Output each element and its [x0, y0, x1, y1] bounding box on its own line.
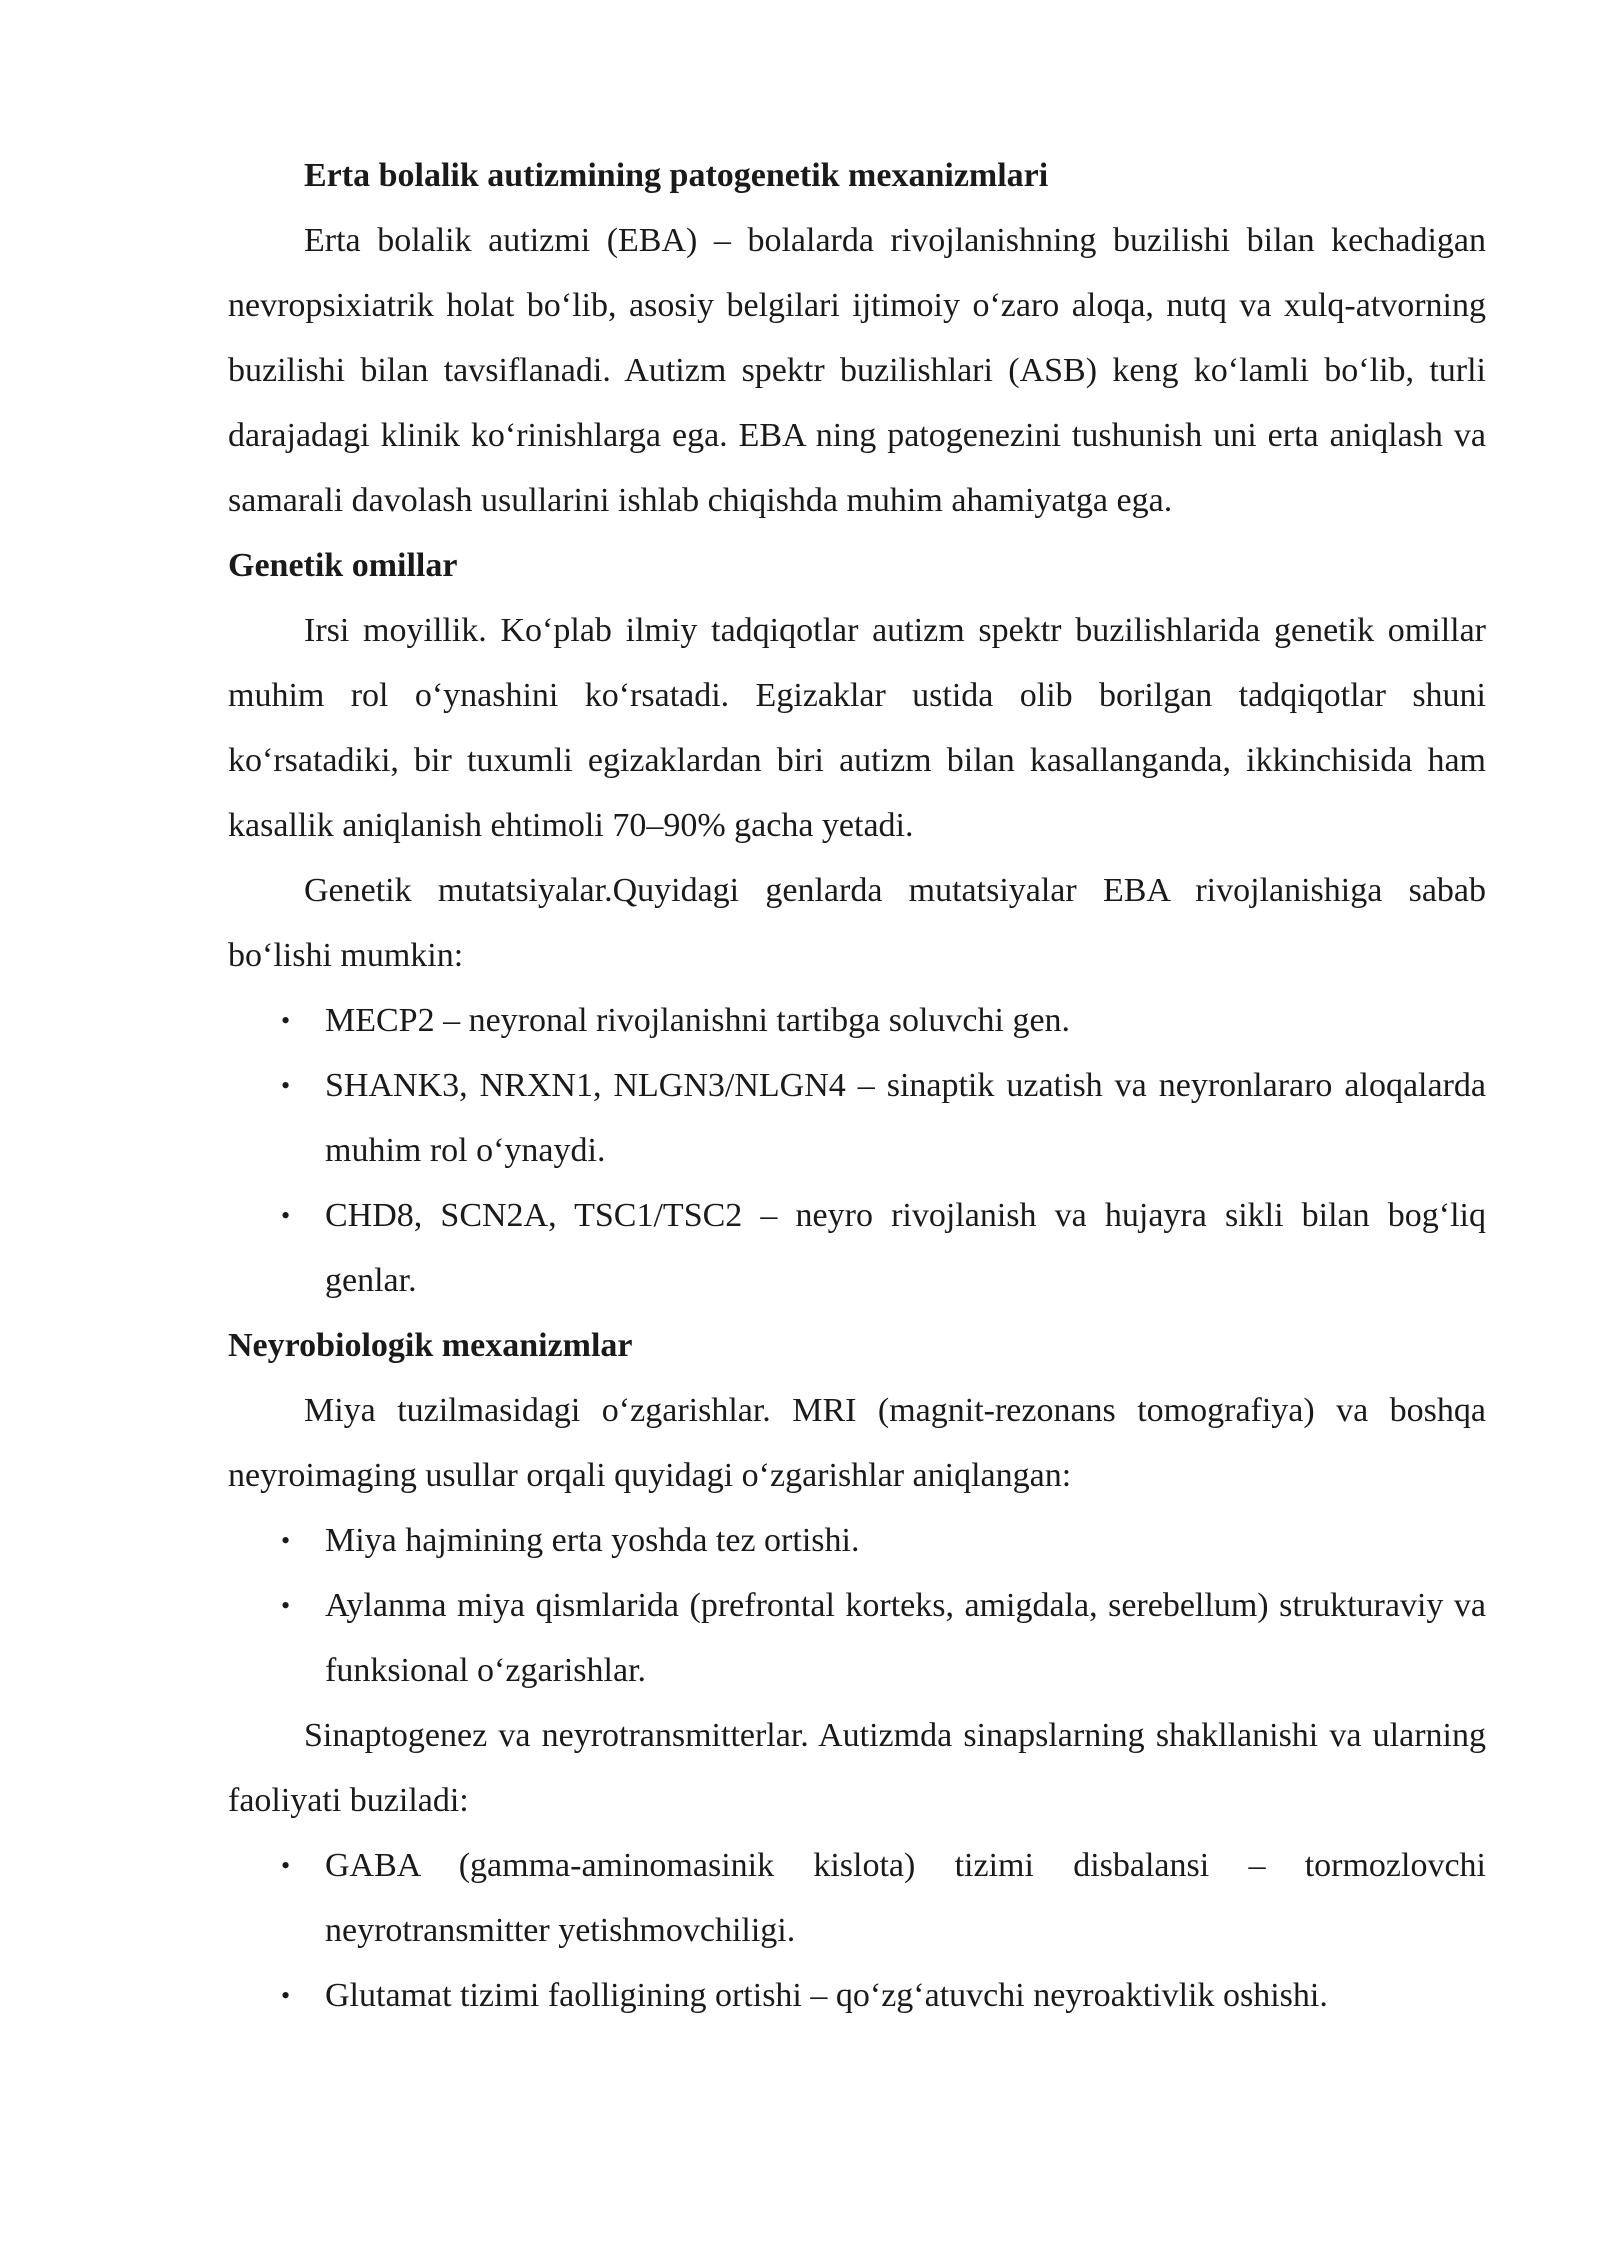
document-page: [228, 143, 1486, 2028]
list-item: [228, 988, 1486, 1053]
list-item: [228, 1963, 1486, 2028]
brain-changes-bullet-list: [228, 1508, 1486, 1703]
bullet-icon: •: [281, 1201, 291, 1230]
list-item: [228, 1573, 1486, 1703]
section-heading-genetic: Genetik omillar: [228, 547, 458, 584]
list-item: [228, 1833, 1486, 1963]
genetic-bullet-list: [228, 988, 1486, 1313]
neurotransmitter-bullet-list: [228, 1833, 1486, 2028]
bullet-icon: •: [281, 1071, 291, 1100]
genetic-paragraph-heredity: Irsi moyillik. Ko‘plab ilmiy tadqiqotlar autizm spektr buzilishlarida genetik omillar muhim rol o‘ynashini ko‘rsatadi. Egizaklar ustida olib borilgan tadqiqotlar shuni ko‘rsatadiki, bir tuxumli egizaklardan biri autizm bilan kasallanganda, ikkinchisida ham kasallik aniqlanish ehtimoli 70–90% gacha yetadi.: [228, 612, 1486, 844]
bullet-icon: •: [281, 1591, 291, 1620]
list-item-text: GABA (gamma-aminomasinik kislota) tizimi disbalansi – tormozlovchi neyrotransmitter yetishmovchiligi.: [325, 1847, 1486, 1949]
list-item: [228, 1508, 1486, 1573]
neuro-paragraph-brain: Miya tuzilmasidagi o‘zgarishlar. MRI (magnit-rezonans tomografiya) va boshqa neyroimaging usullar orqali quyidagi o‘zgarishlar aniqlangan:: [228, 1392, 1486, 1494]
list-item: [228, 1183, 1486, 1313]
list-item-text: CHD8, SCN2A, TSC1/TSC2 – neyro rivojlanish va hujayra sikli bilan bog‘liq genlar.: [325, 1197, 1486, 1299]
genetic-paragraph-mutations: Genetik mutatsiyalar.Quyidagi genlarda mutatsiyalar EBA rivojlanishiga sabab bo‘lishi mumkin:: [228, 872, 1486, 974]
intro-paragraph: Erta bolalik autizmi (EBA) – bolalarda rivojlanishning buzilishi bilan kechadigan nevropsixiatrik holat bo‘lib, asosiy belgilari ijtimoiy o‘zaro aloqa, nutq va xulq-atvorning buzilishi bilan tavsiflanadi. Autizm spektr buzilishlari (ASB) keng ko‘lamli bo‘lib, turli darajadagi klinik ko‘rinishlarga ega. EBA ning patogenezini tushunish uni erta aniqlash va samarali davolash usullarini ishlab chiqishda muhim ahamiyatga ega.: [228, 222, 1486, 519]
bullet-icon: •: [281, 1981, 291, 2010]
list-item: [228, 1053, 1486, 1183]
list-item-text: Glutamat tizimi faolligining ortishi – qo‘zg‘atuvchi neyroaktivlik oshishi.: [325, 1977, 1328, 2014]
list-item-text: Aylanma miya qismlarida (prefrontal korteks, amigdala, serebellum) strukturaviy va funksional o‘zgarishlar.: [325, 1587, 1486, 1689]
list-item-text: Miya hajmining erta yoshda tez ortishi.: [325, 1522, 860, 1559]
document-title: Erta bolalik autizmining patogenetik mexanizmlari: [304, 157, 1049, 194]
section-heading-neuro: Neyrobiologik mexanizmlar: [228, 1327, 633, 1364]
neuro-paragraph-synaptogenesis: Sinaptogenez va neyrotransmitterlar. Autizmda sinapslarning shakllanishi va ularning faoliyati buziladi:: [228, 1717, 1486, 1819]
list-item-text: MECP2 – neyronal rivojlanishni tartibga soluvchi gen.: [325, 1002, 1071, 1039]
bullet-icon: •: [281, 1006, 291, 1035]
bullet-icon: •: [281, 1526, 291, 1555]
list-item-text: SHANK3, NRXN1, NLGN3/NLGN4 – sinaptik uzatish va neyronlararo aloqalarda muhim rol o‘ynaydi.: [325, 1067, 1486, 1169]
bullet-icon: •: [281, 1851, 291, 1880]
